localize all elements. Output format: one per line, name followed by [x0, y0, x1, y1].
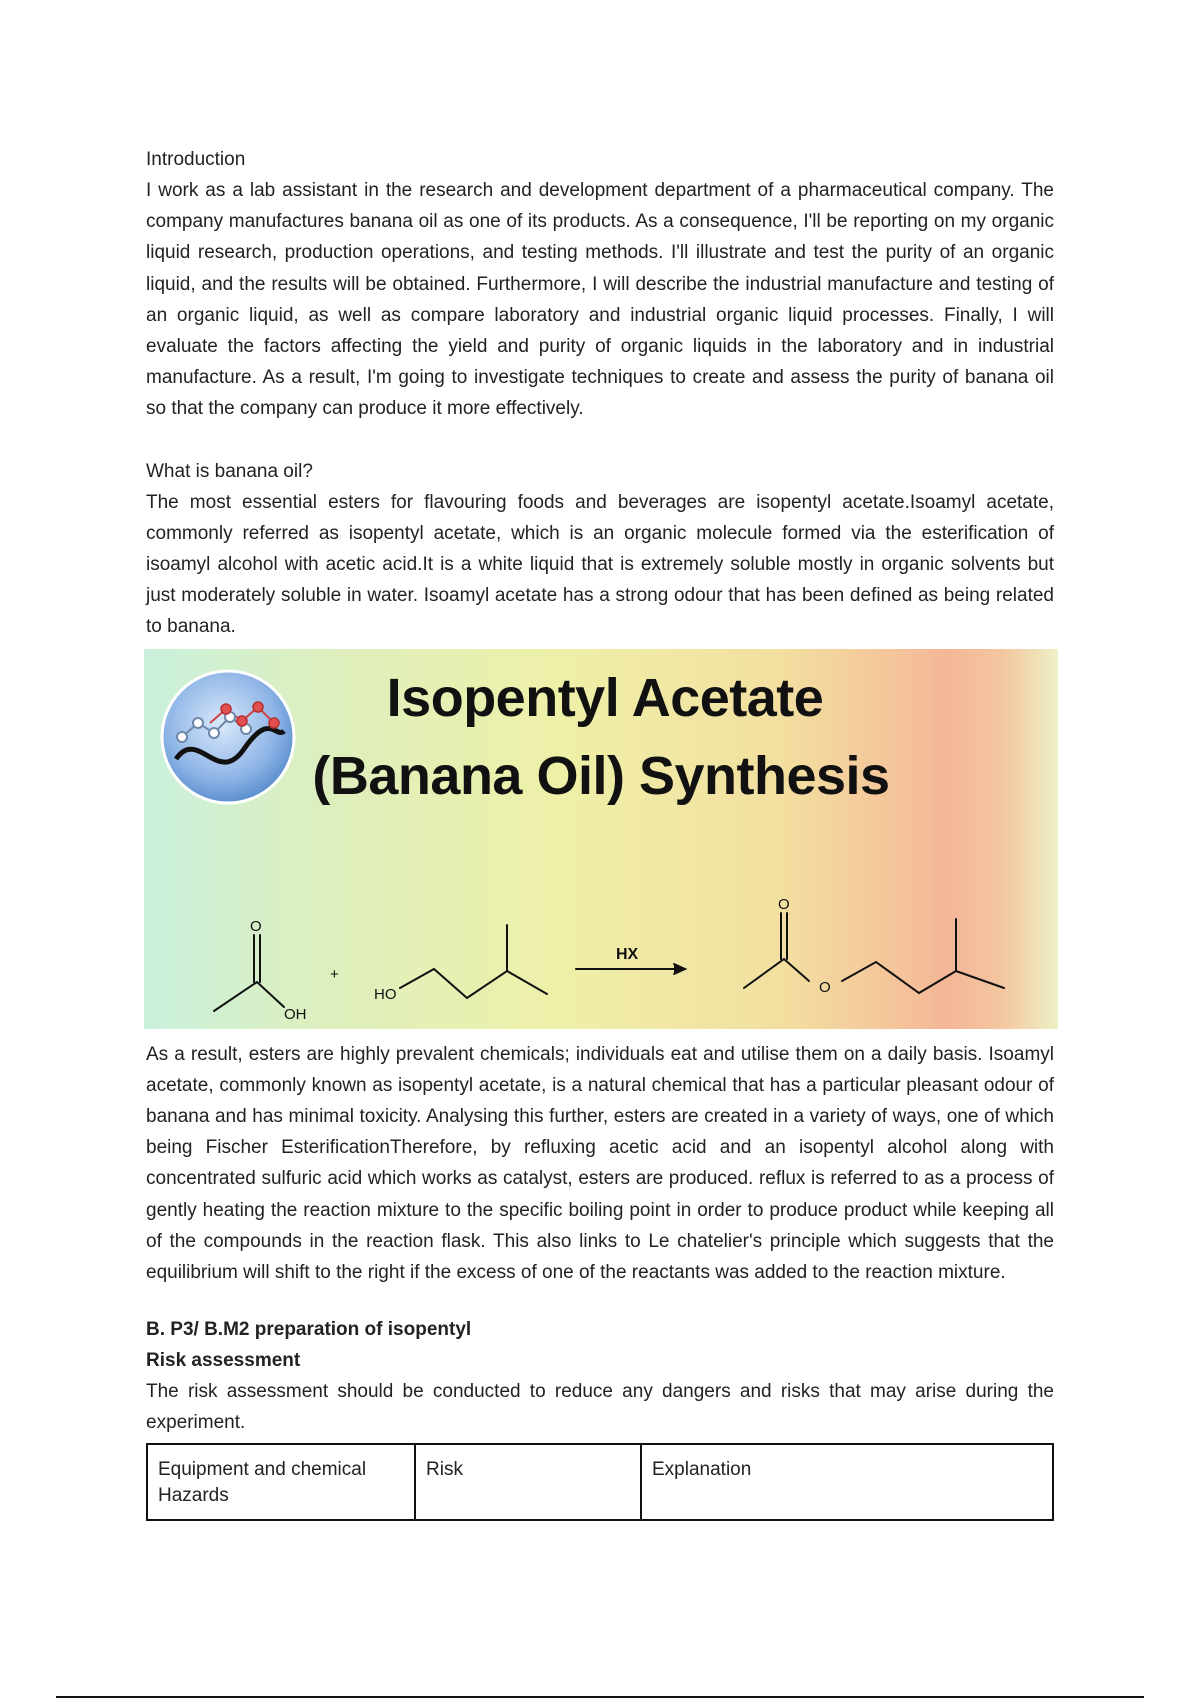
- intro-heading: Introduction: [146, 149, 246, 170]
- risk-assessment-heading: Risk assessment: [146, 1350, 301, 1372]
- reagent-label: HX: [616, 945, 639, 963]
- label-o-top-right: O: [778, 895, 790, 913]
- risk-table: [146, 1443, 1054, 1521]
- section-b-heading: B. P3/ B.M2 preparation of isopentyl: [146, 1319, 472, 1341]
- esters-paragraph: As a result, esters are highly prevalent chemicals; individuals eat and utilise them on a daily basis. Isoamyl acetate, commonly known as isopentyl acetate, is a natural chemical that has a particular pleasant odour of banana and has minimal toxicity. Analysing this further, esters are created in a variety of ways, one of which being Fischer EsterificationTherefore, by refluxing acetic acid and an isopentyl alcohol along with concentrated sulfuric acid which works as catalyst, esters are produced. reflux is referred to as a process of gently heating the reaction mixture to the specific boiling point in order to produce product while keeping all of the compounds in the reaction flask. This also links to Le chatelier's principle which suggests that the equilibrium will shift to the right if the excess of one of the reactants was added to the reaction mixture.: [146, 1043, 1054, 1284]
- isopentyl-acetate-skeleton: [744, 959, 809, 988]
- banner-title-line1: Isopentyl Acetate: [386, 667, 824, 728]
- table-header-row: [147, 1444, 1053, 1520]
- risk-assessment-paragraph: The risk assessment should be conducted to reduce any dangers and risks that may arise during the experiment.: [146, 1381, 1054, 1434]
- plus-sign: +: [330, 965, 339, 983]
- header-equipment: Equipment and chemical Hazards: [147, 1444, 415, 1520]
- acetic-acid-skeleton: [214, 982, 284, 1011]
- isopentyl-alcohol-skeleton: [400, 969, 547, 998]
- what-is-paragraph: The most essential esters for flavouring foods and beverages are isopentyl acetate.Isoamyl acetate, commonly referred as isopentyl acetate, which is an organic molecule formed via the esterification of isoamyl alcohol with acetic acid.It is a white liquid that is extremely soluble mostly in organic solvents but just moderately soluble in water. Isoamyl acetate has a strong odour that has been defined as being related to banana.: [146, 491, 1054, 638]
- label-ho: HO: [374, 985, 397, 1003]
- label-o-top-left: O: [250, 917, 262, 935]
- synthesis-banner: [144, 649, 1058, 1029]
- what-is-heading: What is banana oil?: [146, 460, 313, 482]
- header-explanation: Explanation: [641, 1444, 1053, 1520]
- label-o-ester: O: [819, 978, 831, 996]
- label-oh: OH: [284, 1005, 307, 1023]
- document-page: [146, 144, 1054, 1521]
- header-risk: Risk: [415, 1444, 641, 1520]
- banner-title-line2: (Banana Oil) Synthesis: [312, 745, 890, 806]
- intro-paragraph: I work as a lab assistant in the research and development department of a pharmaceutical company. The company manufactures banana oil as one of its products. As a consequence, I'll be reporting on my organic liquid research, production operations, and testing methods. I'll illustrate and test the purity of an organic liquid, and the results will be obtained. Furthermore, I will describe the industrial manufacture and testing of an organic liquid, as well as compare laboratory and industrial organic liquid processes. Finally, I will evaluate the factors affecting the yield and purity of organic liquids in the laboratory and in industrial manufacture. As a result, I'm going to investigate techniques to create and assess the purity of banana oil so that the company can produce it more effectively.: [146, 180, 1054, 420]
- footer-divider: [56, 1696, 1144, 1698]
- reaction-scheme: [144, 649, 1058, 1029]
